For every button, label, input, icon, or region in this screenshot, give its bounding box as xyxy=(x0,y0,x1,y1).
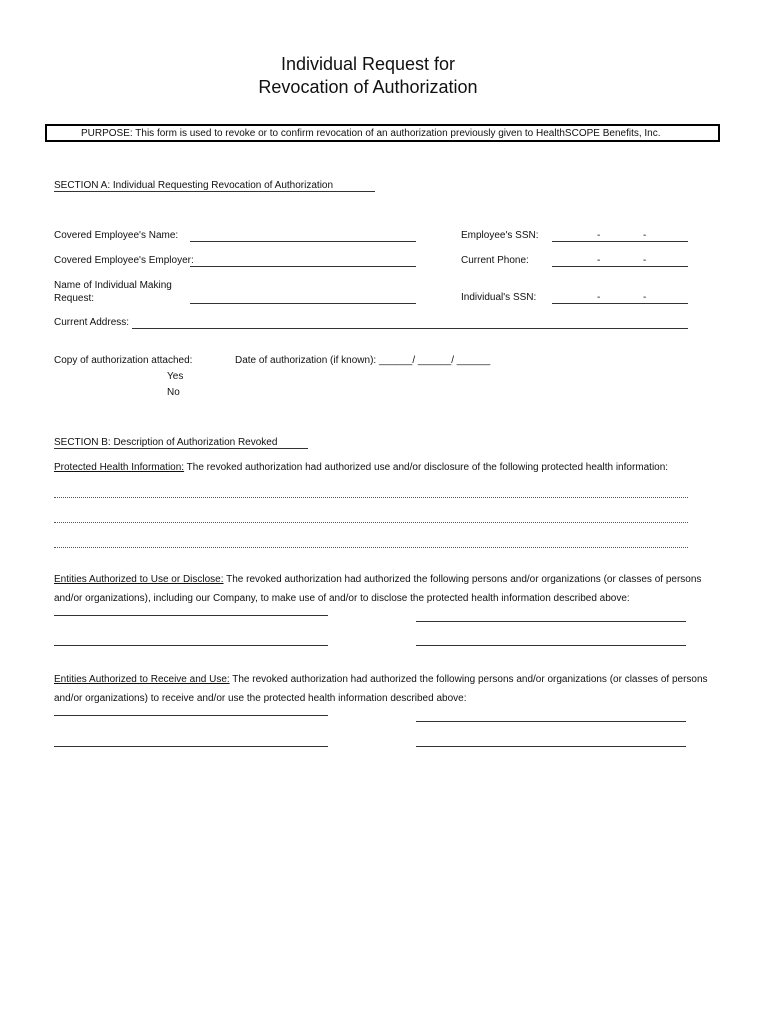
individual-name-field[interactable] xyxy=(190,303,416,304)
ssn-dash: - xyxy=(643,292,647,303)
employer-field[interactable] xyxy=(190,266,416,267)
entities-use-text-2: and/or organizations), including our Company, to make use of and/or to disclose the protected health information described above: xyxy=(54,593,630,604)
authorization-date-field[interactable]: Date of authorization (if known): ______/ ______/ ______ xyxy=(235,355,491,366)
form-title-line-2: Revocation of Authorization xyxy=(258,77,478,97)
phi-line-3[interactable] xyxy=(54,547,688,548)
phi-label: Protected Health Information: xyxy=(54,462,185,473)
phi-line-2[interactable] xyxy=(54,522,688,523)
form-title-line-1: Individual Request for xyxy=(280,54,456,74)
entities-use-line-left-2[interactable] xyxy=(54,645,328,646)
individual-label-line-1: Name of Individual Making xyxy=(54,280,172,291)
entities-use-line-left-1[interactable] xyxy=(54,615,328,616)
entities-receive-line-right-2[interactable] xyxy=(416,746,686,747)
phone-dash: - xyxy=(643,255,647,266)
section-a-underline xyxy=(54,191,375,192)
ssn-dash: - xyxy=(643,230,647,241)
phone-field[interactable] xyxy=(552,266,688,267)
section-a-heading: SECTION A: Individual Requesting Revocation of Authorization xyxy=(54,180,334,191)
employee-name-field[interactable] xyxy=(190,241,416,242)
employee-ssn-label: Employee's SSN: xyxy=(461,230,539,241)
phi-line-1[interactable] xyxy=(54,497,688,498)
entities-use-label: Entities Authorized to Use or Disclose: xyxy=(54,574,224,585)
no-option[interactable]: No xyxy=(167,387,180,398)
entities-receive-label: Entities Authorized to Receive and Use: xyxy=(54,674,230,685)
entities-receive-line-left-2[interactable] xyxy=(54,746,328,747)
purpose-box xyxy=(45,124,720,142)
address-field[interactable] xyxy=(132,328,688,329)
individual-label-line-2: Request: xyxy=(54,293,95,304)
copy-attached-label: Copy of authorization attached: xyxy=(54,355,193,366)
address-label: Current Address: xyxy=(54,317,130,328)
employee-name-label: Covered Employee's Name: xyxy=(54,230,179,241)
phone-label: Current Phone: xyxy=(461,255,529,266)
section-b-heading: SECTION B: Description of Authorization Revoked xyxy=(54,437,278,448)
phi-paragraph xyxy=(54,462,668,474)
individual-ssn-field[interactable] xyxy=(552,303,688,304)
entities-receive-line-left-1[interactable] xyxy=(54,715,328,716)
entities-use-text-1: The revoked authorization had authorized the following persons and/or organizations (or classes of persons xyxy=(223,574,702,585)
phone-dash: - xyxy=(597,255,601,266)
entities-use-line-right-2[interactable] xyxy=(416,645,686,646)
section-b-underline xyxy=(54,448,308,449)
yes-option[interactable]: Yes xyxy=(167,371,184,382)
individual-ssn-label: Individual's SSN: xyxy=(461,292,537,303)
employer-label: Covered Employee's Employer: xyxy=(54,255,194,266)
entities-use-paragraph-line-1 xyxy=(54,574,701,586)
entities-receive-text-1: The revoked authorization had authorized the following persons and/or organizations (or classes of persons xyxy=(229,674,708,685)
entities-use-line-right-1[interactable] xyxy=(416,621,686,622)
ssn-dash: - xyxy=(597,292,601,303)
ssn-dash: - xyxy=(597,230,601,241)
entities-receive-paragraph-line-1 xyxy=(54,674,708,686)
entities-receive-text-2: and/or organizations) to receive and/or use the protected health information described above: xyxy=(54,693,467,704)
employee-ssn-field[interactable] xyxy=(552,241,688,242)
phi-text: The revoked authorization had authorized use and/or disclosure of the following protected health information: xyxy=(184,462,669,473)
entities-receive-line-right-1[interactable] xyxy=(416,721,686,722)
purpose-text: PURPOSE: This form is used to revoke or to confirm revocation of an authorization previously given to HealthSCOPE Benefits, Inc. xyxy=(81,128,661,139)
